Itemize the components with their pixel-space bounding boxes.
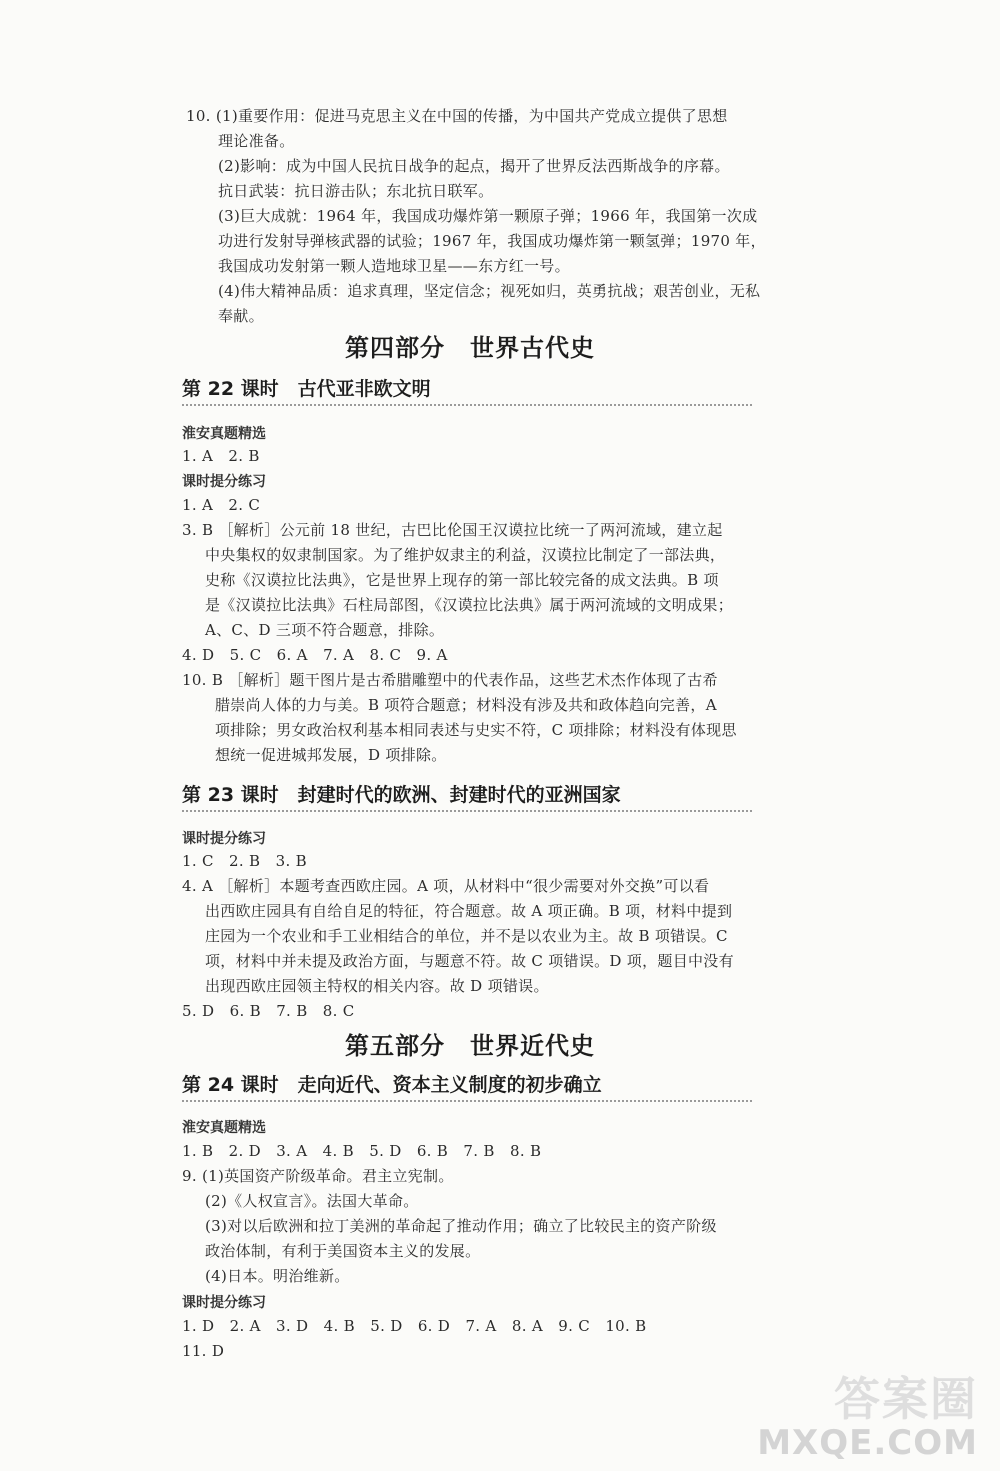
- q10-line-5: (3)巨大成就：1964 年，我国成功爆炸第一颗原子弹；1966 年，我国第一次成: [218, 207, 758, 225]
- lesson23-line-4: 庄园为一个农业和手工业相结合的单位，并不是以农业为主。故 B 项错误。C: [205, 927, 728, 945]
- q10-line-4: 抗日武装：抗日游击队；东北抗日联军。: [218, 182, 494, 200]
- lesson22-line-10: 项排除；男女政治权利基本相同表述与史实不符，C 项排除；材料没有体现思: [215, 721, 737, 739]
- watermark-url: MXQE.COM: [757, 1423, 978, 1463]
- lesson22-line-8: 10. B ［解析］题干图片是古希腊雕塑中的代表作品，这些艺术杰作体现了古希: [182, 671, 718, 689]
- lesson23-section-practice: 课时提分练习: [182, 831, 266, 847]
- part4-title: 第四部分 世界古代史: [345, 334, 595, 362]
- site-watermark: [742, 1363, 982, 1463]
- lesson22-line-3: 中央集权的奴隶制国家。为了维护奴隶主的利益，汉谟拉比制定了一部法典，: [205, 546, 726, 564]
- lesson22-line-7: 4. D 5. C 6. A 7. A 8. C 9. A: [182, 646, 448, 664]
- q10-line-9: 奉献。: [218, 307, 264, 325]
- lesson22-section-zhenti: 淮安真题精选: [182, 426, 266, 442]
- lesson22-line-5: 是《汉谟拉比法典》石柱局部图，《汉谟拉比法典》属于两河流域的文明成果；: [205, 596, 734, 614]
- lesson23-line-5: 项，材料中并未提及政治方面，与题意不符。故 C 项错误。D 项，题目中没有: [205, 952, 734, 970]
- q10-line-3: (2)影响：成为中国人民抗日战争的起点，揭开了世界反法西斯战争的序幕。: [218, 157, 730, 175]
- lesson23-line-1: 1. C 2. B 3. B: [182, 852, 307, 870]
- lesson22-line-2: 3. B ［解析］公元前 18 世纪，古巴比伦国王汉谟拉比统一了两河流域，建立起: [182, 521, 723, 539]
- lesson22-divider: [182, 404, 752, 406]
- lesson23-line-2: 4. A ［解析］本题考查西欧庄园。A 项，从材料中“很少需要对外交换”可以看: [182, 877, 710, 895]
- lesson24-zhenti-line-6: (4)日本。明治维新。: [205, 1267, 350, 1285]
- lesson22-line-4: 史称《汉谟拉比法典》，它是世界上现存的第一部比较完备的成文法典。B 项: [205, 571, 719, 589]
- lesson23-line-6: 出现西欧庄园领主特权的相关内容。故 D 项错误。: [205, 977, 549, 995]
- lesson23-divider: [182, 810, 752, 812]
- lesson24-zhenti-line-3: (2)《人权宣言》。法国大革命。: [205, 1192, 419, 1210]
- lesson23-line-7: 5. D 6. B 7. B 8. C: [182, 1002, 355, 1020]
- lesson24-zhenti-line-2: 9. (1)英国资产阶级革命。君主立宪制。: [182, 1167, 454, 1185]
- lesson24-zhenti-line-4: (3)对以后欧洲和拉丁美洲的革命起了推动作用；确立了比较民主的资产阶级: [205, 1217, 717, 1235]
- lesson24-practice-line-2: 11. D: [182, 1342, 225, 1360]
- lesson24-title: 第 24 课时 走向近代、资本主义制度的初步确立: [182, 1074, 602, 1096]
- q10-line-8: (4)伟大精神品质：追求真理，坚定信念；视死如归，英勇抗战；艰苦创业，无私: [218, 282, 761, 300]
- lesson23-title: 第 23 课时 封建时代的欧洲、封建时代的亚洲国家: [182, 784, 621, 806]
- lesson22-title: 第 22 课时 古代亚非欧文明: [182, 378, 431, 400]
- lesson22-zhenti-answers: 1. A 2. B: [182, 447, 260, 465]
- lesson24-zhenti-line-5: 政治体制，有利于美国资本主义的发展。: [205, 1242, 481, 1260]
- part5-title: 第五部分 世界近代史: [345, 1032, 595, 1060]
- lesson22-line-6: A、C、D 三项不符合题意，排除。: [205, 621, 445, 639]
- lesson24-section-zhenti: 淮安真题精选: [182, 1120, 266, 1136]
- lesson22-section-practice: 课时提分练习: [182, 474, 266, 490]
- q10-line-7: 我国成功发射第一颗人造地球卫星——东方红一号。: [218, 257, 570, 275]
- lesson24-practice-line-1: 1. D 2. A 3. D 4. B 5. D 6. D 7. A 8. A 9. C 10. B: [182, 1317, 647, 1335]
- watermark-logo-text: 答案圈: [834, 1372, 978, 1426]
- lesson22-line-1: 1. A 2. C: [182, 496, 261, 514]
- lesson22-line-9: 腊崇尚人体的力与美。B 项符合题意；材料没有涉及共和政体趋向完善，A: [215, 696, 717, 714]
- lesson22-line-11: 想统一促进城邦发展，D 项排除。: [215, 746, 447, 764]
- lesson24-section-practice: 课时提分练习: [182, 1295, 266, 1311]
- lesson23-line-3: 出西欧庄园具有自给自足的特征，符合题意。故 A 项正确。B 项，材料中提到: [205, 902, 733, 920]
- q10-line-2: 理论准备。: [218, 132, 295, 150]
- lesson24-divider: [182, 1100, 752, 1102]
- lesson24-zhenti-line-1: 1. B 2. D 3. A 4. B 5. D 6. B 7. B 8. B: [182, 1142, 542, 1160]
- q10-line-1: 10. (1)重要作用：促进马克思主义在中国的传播，为中国共产党成立提供了思想: [186, 107, 728, 125]
- q10-line-6: 功进行发射导弹核武器的试验；1967 年，我国成功爆炸第一颗氢弹；1970 年，: [218, 232, 766, 250]
